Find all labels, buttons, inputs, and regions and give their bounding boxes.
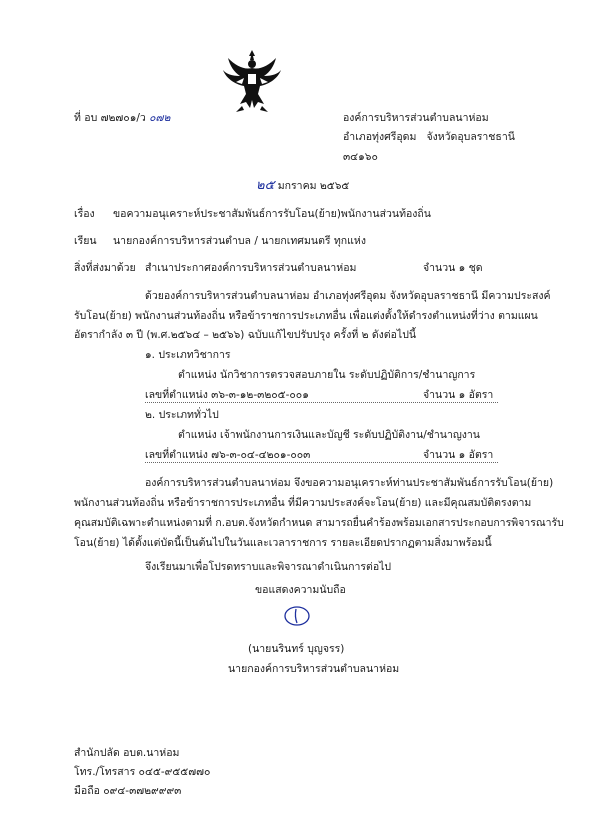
reference-handwritten: ๐๗๒ — [149, 112, 171, 124]
letter-date — [256, 179, 349, 193]
signer-name: (นายนรินทร์ บุญจรร) — [248, 643, 345, 655]
para2-line: พนักงานส่วนท้องถิ่น หรือข้าราชการประเภทอื่น ที่มีความประสงค์จะโอน(ย้าย) และมีคุณสมบัติตรงตาม — [74, 497, 532, 509]
date-month-year: มกราคม ๒๕๖๕ — [277, 180, 350, 192]
item-qty: จำนวน ๑ อัตรา — [423, 449, 494, 461]
item-position: ตำแหน่ง นักวิชาการตรวจสอบภายใน ระดับปฏิบัติการ/ชำนาญการ — [178, 369, 476, 381]
subject-label: เรื่อง — [74, 208, 95, 220]
org-district-line — [343, 131, 515, 144]
footer-mobile: มือถือ ๐๙๔-๓๗๒๙๙๙๓ — [74, 785, 182, 797]
org-postcode: ๓๔๑๖๐ — [343, 151, 378, 163]
signer-title: นายกองค์การบริหารส่วนตำบลนาห่อม — [228, 663, 400, 675]
para2-line: โอน(ย้าย) ได้ตั้งแต่บัดนี้เป็นต้นไปในวันและเวลาราชการ รายละเอียดปรากฏตามสิ่งมาพร้อมนี้ — [74, 537, 492, 549]
enclosure-text: สำเนาประกาศองค์การบริหารส่วนตำบลนาห่อม — [145, 262, 357, 274]
item-heading: ๑. ประเภทวิชาการ — [145, 349, 231, 361]
subject-text: ขอความอนุเคราะห์ประชาสัมพันธ์การรับโอน(ย้าย)พนักงานส่วนท้องถิ่น — [113, 208, 431, 220]
item-divider — [145, 402, 498, 403]
org-district: อำเภอทุ่งศรีอุดม — [343, 131, 417, 143]
reference-number — [74, 112, 170, 125]
garuda-emblem-icon — [222, 48, 282, 114]
para1-line: รับโอน(ย้าย) พนักงานส่วนท้องถิ่น หรือข้าราชการประเภทอื่น เพื่อแต่งตั้งให้ดำรงตำแหน่งที่ว่าง ตามแผน — [74, 310, 538, 322]
para2-line: องค์การบริหารส่วนตำบลนาห่อม จึงขอความอนุเคราะห์ท่านประชาสัมพันธ์การรับโอน(ย้าย) — [145, 477, 554, 489]
org-province: จังหวัดอุบลราชธานี — [426, 131, 515, 143]
item-number: เลขที่ตำแหน่ง ๓๖-๓-๑๒-๓๒๐๕-๐๐๑ — [145, 389, 309, 401]
para2-line: คุณสมบัติเฉพาะตำแหน่งตามที่ ก.อบต.จังหวัดกำหนด สามารถยื่นคำร้องพร้อมเอกสารประกอบการพิจารณารับ — [74, 517, 564, 529]
handwritten-signature — [283, 604, 311, 628]
footer-phone: โทร./โทรสาร ๐๔๕-๙๕๕๗๗๐ — [74, 766, 211, 778]
item-divider — [145, 462, 498, 463]
to-label: เรียน — [74, 235, 97, 247]
para1-line: อัตรากำลัง ๓ ปี (พ.ศ.๒๕๖๔ – ๒๕๖๖) ฉบับแก้ไขปรับปรุง ครั้งที่ ๒ ดังต่อไปนี้ — [74, 329, 417, 341]
para1-line: ด้วยองค์การบริหารส่วนตำบลนาห่อม อำเภอทุ่งศรีอุดม จังหวัดอุบลราชธานี มีความประสงค์ — [145, 290, 551, 302]
org-name: องค์การบริหารส่วนตำบลนาห่อม — [343, 112, 489, 124]
reference-prefix: ที่ อบ ๗๒๗๐๑/ว — [74, 112, 146, 124]
enclosure-qty: จำนวน ๑ ชุด — [423, 262, 483, 274]
closing-request: จึงเรียนมาเพื่อโปรดทราบและพิจารณาดำเนินการต่อไป — [145, 561, 392, 573]
to-text: นายกองค์การบริหารส่วนตำบล / นายกเทศมนตรี ทุกแห่ง — [113, 235, 366, 247]
item-position: ตำแหน่ง เจ้าพนักงานการเงินและบัญชี ระดับปฏิบัติงาน/ชำนาญงาน — [178, 429, 480, 441]
enclosure-label: สิ่งที่ส่งมาด้วย — [74, 262, 136, 274]
regards-text: ขอแสดงความนับถือ — [255, 584, 346, 596]
footer-office: สำนักปลัด อบต.นาห่อม — [74, 747, 180, 759]
item-qty: จำนวน ๑ อัตรา — [423, 389, 494, 401]
date-day-handwritten: ๒๕ — [256, 178, 275, 193]
item-number: เลขที่ตำแหน่ง ๗๖-๓-๐๔-๔๒๐๑-๐๐๓ — [145, 449, 311, 461]
item-heading: ๒. ประเภททั่วไป — [145, 409, 219, 421]
